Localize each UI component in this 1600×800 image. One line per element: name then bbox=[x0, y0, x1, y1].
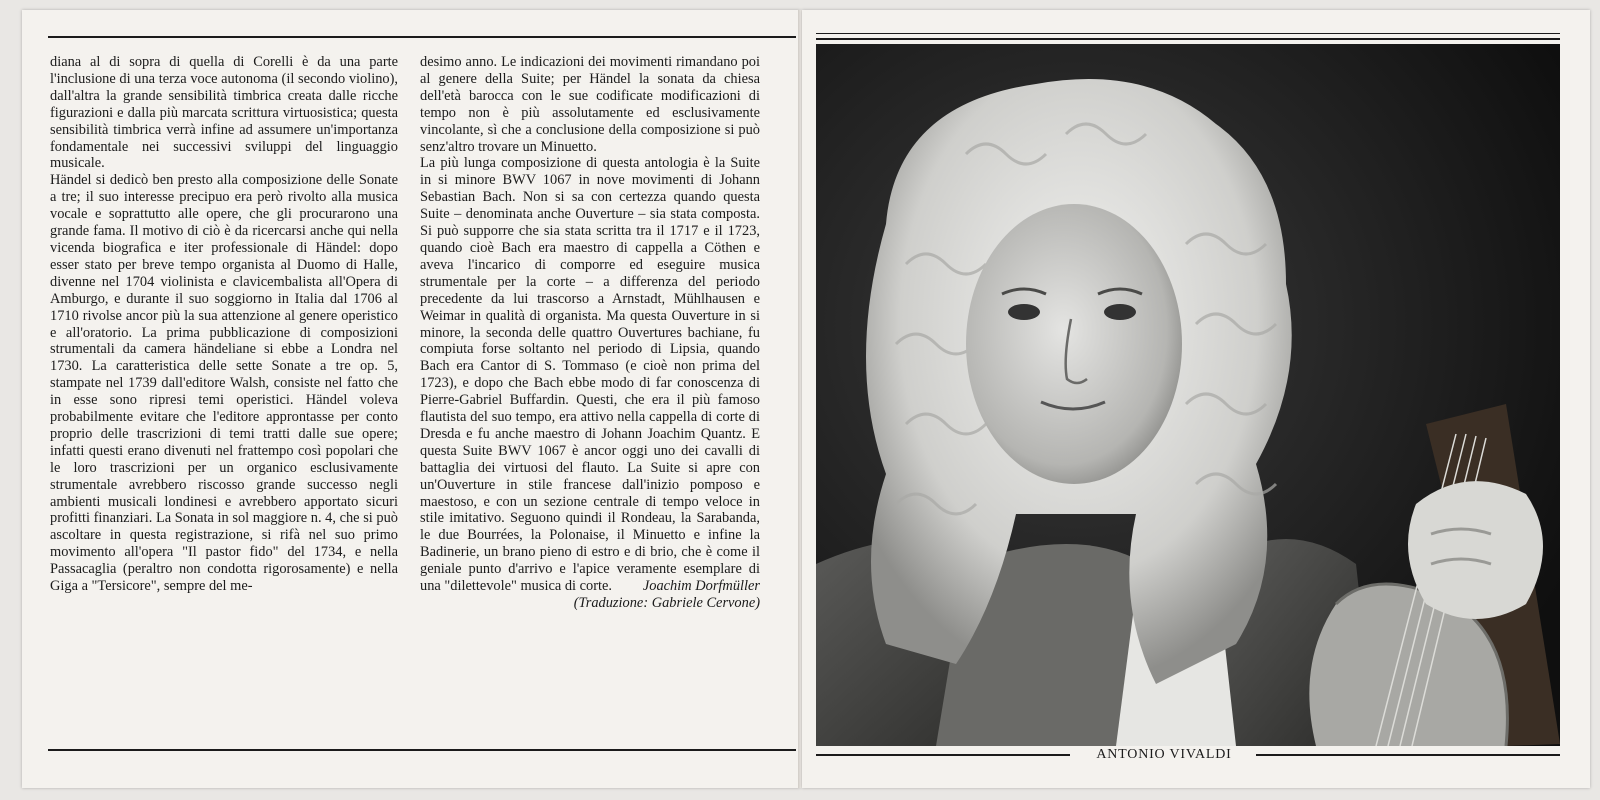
caption-bar bbox=[816, 745, 1560, 765]
bottom-rule bbox=[48, 749, 796, 751]
left-page bbox=[22, 10, 800, 788]
top-rule-thick bbox=[816, 38, 1560, 40]
paragraph: diana al di sopra di quella di Corelli è da una parte l'inclusione di una terza voce autonoma (il secondo violino), dall'altra la grande sensibilità timbrica creata dalle ricche figurazioni e dalla più marcata scrittura virtuosistica; questa sensibilità timbrica verrà infine ad assumere un'importanza fondamentale nei successivi sviluppi del linguaggio musicale. bbox=[50, 54, 398, 172]
author-signature: Joachim Dorfmüller bbox=[642, 578, 760, 595]
top-rule-thin bbox=[816, 33, 1560, 34]
caption-rule-left bbox=[816, 754, 1070, 756]
paragraph bbox=[420, 155, 760, 595]
paragraph: desimo anno. Le indicazioni dei movimenti rimandano poi al genere della Suite; per Händel la sonata da chiesa dell'età barocca con le sue codificate modificazioni di tempo non è più assolutamente ed esclusivamente vincolante, sì che a conclusione della composizione si può senz'altro trovare un Minuetto. bbox=[420, 54, 760, 155]
portrait-image bbox=[816, 44, 1560, 746]
right-page bbox=[802, 10, 1590, 788]
caption-rule-right bbox=[1256, 754, 1560, 756]
portrait-caption: ANTONIO VIVALDI bbox=[1096, 747, 1232, 762]
text-column-1 bbox=[50, 54, 398, 595]
portrait-icon bbox=[816, 44, 1560, 746]
text-column-2 bbox=[420, 54, 760, 612]
paragraph: Händel si dedicò ben presto alla composizione delle Sonate a tre; il suo interesse precipuo era però rivolto alla musica vocale e soprattutto alle opere, che gli procurarono una grande fama. Il motivo di ciò è da ricercarsi anche qui nella vicenda biografica e iter professionale di Händel: dopo esser stato per breve tempo organista al Duomo di Halle, divenne nel 1704 violinista e clavicembalista all'Opera di Amburgo, e durante il suo soggiorno in Italia dal 1706 al 1710 rivolse ancor più la sua attenzione al genere operistico e all'oratorio. La prima pubblicazione di composizioni strumentali da camera händeliane si ebbe a Londra nel 1730. La caratteristica delle sette Sonate a tre op. 5, stampate nel 1739 dall'editore Walsh, consiste nel fatto che in esse sono ripresi temi operistici. Händel voleva probabilmente evitare che l'editore approntasse per conto proprio delle trascrizioni di temi tratti dalle sue opere; infatti questi erano divenuti nel frattempo così popolari che le loro trascrizioni per un organico esclusivamente strumentale avrebbero riscosso grande successo negli ambienti musicali londinesi e avrebbero apportato sicuri profitti finanziari. La Sonata in sol maggiore n. 4, che si può ascoltare in questa registrazione, si rifà nel suo primo movimento all'opera "Il pastor fido" del 1734, e nella Passacaglia (peraltro non condotta rigorosamente) e nella Giga a "Tersicore", sempre del me- bbox=[50, 172, 398, 595]
translator-credit: (Traduzione: Gabriele Cervone) bbox=[573, 595, 760, 611]
top-rule bbox=[48, 36, 796, 38]
paragraph-text: La più lunga composizione di questa antologia è la Suite in si minore BWV 1067 in nove movimenti di Johann Sebastian Bach. Non si sa con certezza quando questa Suite – denominata anche Ouverture – sia stata composta. Si può supporre che sia stata scritta tra il 1717 e il 1723, quando cioè Bach era maestro di cappella a Cöthen e aveva l'incarico di comporre ed eseguire musica strumentale per la corte – a differenza del periodo precedente da lui trascorso a Arnstadt, Mühlhausen e Weimar in qualità di organista. Ma questa Ouverture in si minore, la seconda delle quattro Ouvertures bachiane, fu compiuta forse soltanto nel periodo di Lipsia, quando Bach era Cantor di S. Tommaso (e cioè non prima del 1723), e dopo che Bach ebbe modo di far conoscenza di Pierre-Gabriel Buffardin. Questi, che era il più famoso flautista del suo tempo, era attivo nella cappella di corte di Dresda e fu anche maestro di Johann Joachim Quantz. E questa Suite BWV 1067 è ancor oggi uno dei cavalli di battaglia dei virtuosi del flauto. La Suite si apre con un'Ouverture in stile francese dall'inizio pomposo e maestoso, e con un sezione centrale di tempo veloce in stile imitativo. Seguono quindi il Rondeau, la Sarabanda, le due Bourrées, la Polonaise, il Minuetto e infine la Badinerie, un brano pieno di estro e di brio, che è come il geniale punto d'arrivo e l'apice veramente esemplare di una "dilettevole" musica di corte. bbox=[420, 155, 760, 595]
